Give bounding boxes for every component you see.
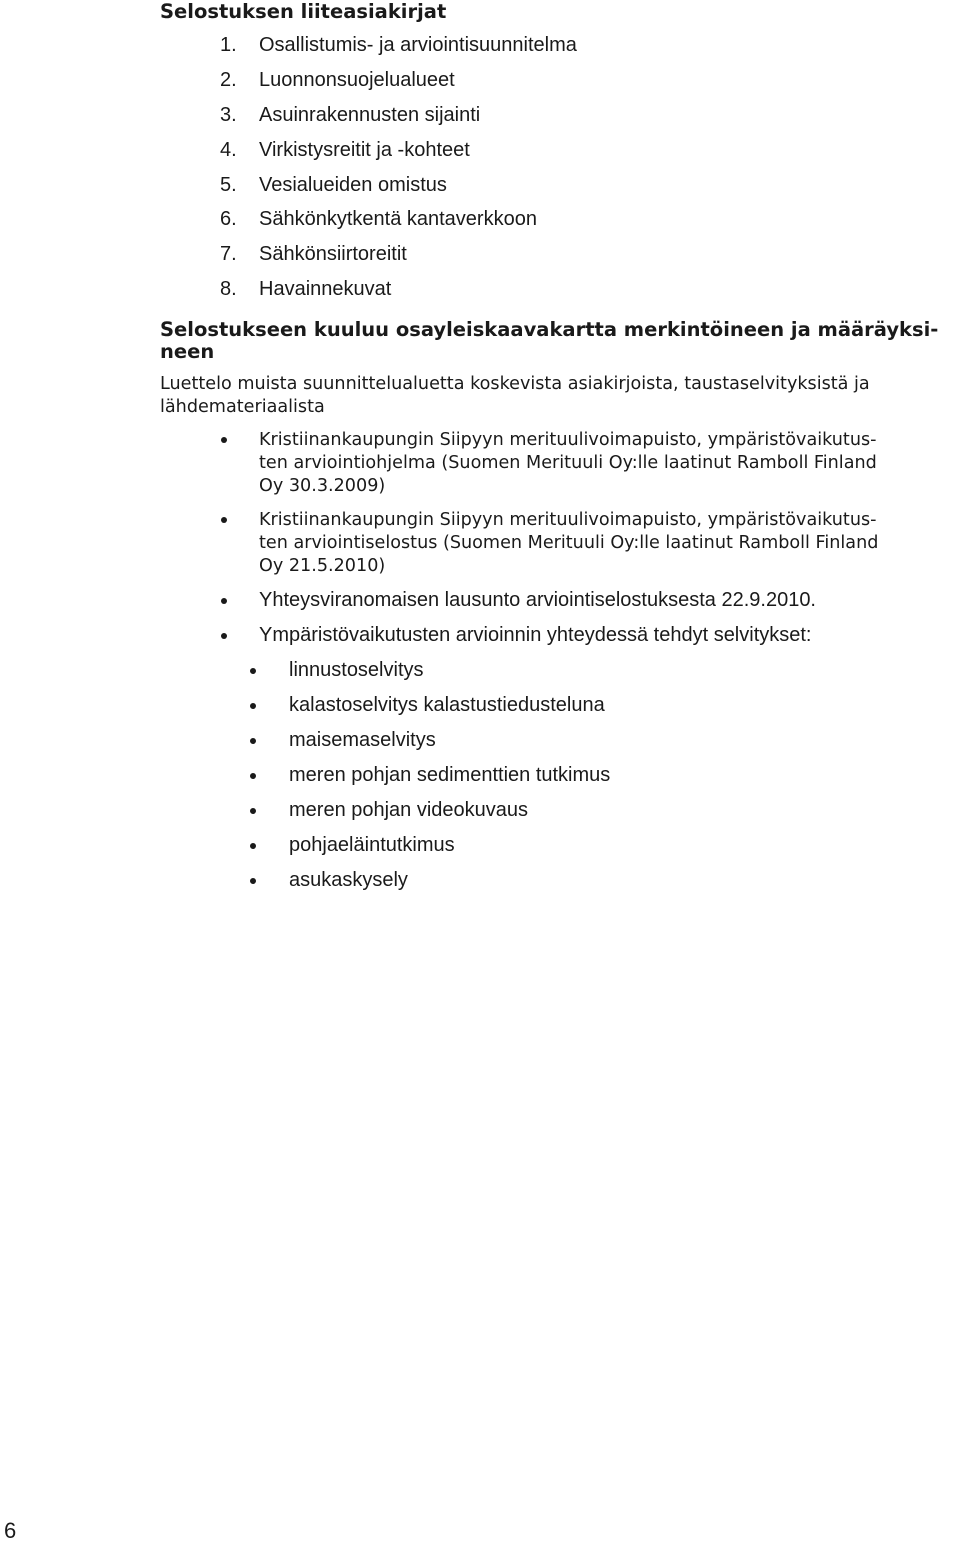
bullet-icon xyxy=(221,633,227,639)
bullet-icon xyxy=(221,598,227,604)
attachment-label: Vesialueiden omistus xyxy=(259,174,447,196)
bullet-icon xyxy=(250,738,256,744)
bullet-icon xyxy=(250,668,256,674)
attachment-item xyxy=(0,33,960,57)
attachment-number: 3. xyxy=(220,104,237,126)
bullet-icon xyxy=(250,808,256,814)
reference-line: Yhteysviranomaisen lausunto arviointiselostuksesta 22.9.2010. xyxy=(259,589,816,611)
attachment-label: Luonnonsuojelualueet xyxy=(259,69,455,91)
study-label: linnustoselvitys xyxy=(289,659,424,681)
attachment-number: 7. xyxy=(220,243,237,265)
map-heading-line1: Selostukseen kuuluu osayleiskaavakartta merkintöineen ja määräyksi- xyxy=(160,318,939,341)
reference-line: Kristiinankaupungin Siipyyn merituulivoimapuisto, ympäristövaikutus- xyxy=(259,510,877,530)
reference-line: Oy 21.5.2010) xyxy=(259,556,386,576)
attachments-heading: Selostuksen liiteasiakirjat xyxy=(160,0,447,23)
reference-line: Oy 30.3.2009) xyxy=(259,476,386,496)
attachment-label: Sähkönkytkentä kantaverkkoon xyxy=(259,208,537,230)
attachment-label: Sähkönsiirtoreitit xyxy=(259,243,407,265)
reference-line: Kristiinankaupungin Siipyyn merituulivoimapuisto, ympäristövaikutus- xyxy=(259,430,877,450)
bullet-icon xyxy=(250,703,256,709)
attachment-number: 8. xyxy=(220,278,237,300)
study-label: pohjaeläintutkimus xyxy=(289,834,455,856)
bullet-icon xyxy=(250,843,256,849)
attachment-label: Osallistumis- ja arviointisuunnitelma xyxy=(259,34,577,56)
attachment-number: 2. xyxy=(220,69,237,91)
bullet-icon xyxy=(250,773,256,779)
study-label: maisemaselvitys xyxy=(289,729,436,751)
bullet-icon xyxy=(221,517,227,523)
attachment-label: Havainnekuvat xyxy=(259,278,392,300)
bullet-icon xyxy=(250,878,256,884)
attachment-item xyxy=(0,242,960,266)
attachment-item xyxy=(0,207,960,231)
references-intro-line2: lähdemateriaalista xyxy=(160,397,325,417)
study-label: meren pohjan videokuvaus xyxy=(289,799,529,821)
bullet-icon xyxy=(221,437,227,443)
attachment-number: 1. xyxy=(220,34,237,56)
map-heading-line2: neen xyxy=(160,340,215,363)
references-intro-line1: Luettelo muista suunnittelualuetta koskevista asiakirjoista, taustaselvityksistä ja xyxy=(160,374,870,394)
page-number: 6 xyxy=(4,1518,17,1543)
attachment-item xyxy=(0,68,960,92)
study-label: meren pohjan sedimenttien tutkimus xyxy=(289,764,611,786)
attachment-item xyxy=(0,277,960,301)
attachment-item xyxy=(0,103,960,127)
reference-line: ten arviointiohjelma (Suomen Merituuli Oy:lle laatinut Ramboll Finland xyxy=(259,453,877,473)
reference-line: Ympäristövaikutusten arvioinnin yhteydessä tehdyt selvitykset: xyxy=(259,624,812,646)
attachment-item xyxy=(0,138,960,162)
reference-line: ten arviointiselostus (Suomen Merituuli Oy:lle laatinut Ramboll Finland xyxy=(259,533,879,553)
attachment-label: Virkistysreitit ja -kohteet xyxy=(259,139,470,161)
attachment-number: 6. xyxy=(220,208,237,230)
study-label: asukaskysely xyxy=(289,869,408,891)
attachment-item xyxy=(0,173,960,197)
study-label: kalastoselvitys kalastustiedusteluna xyxy=(289,694,605,716)
attachment-number: 4. xyxy=(220,139,237,161)
attachment-label: Asuinrakennusten sijainti xyxy=(259,104,481,126)
attachment-number: 5. xyxy=(220,174,237,196)
